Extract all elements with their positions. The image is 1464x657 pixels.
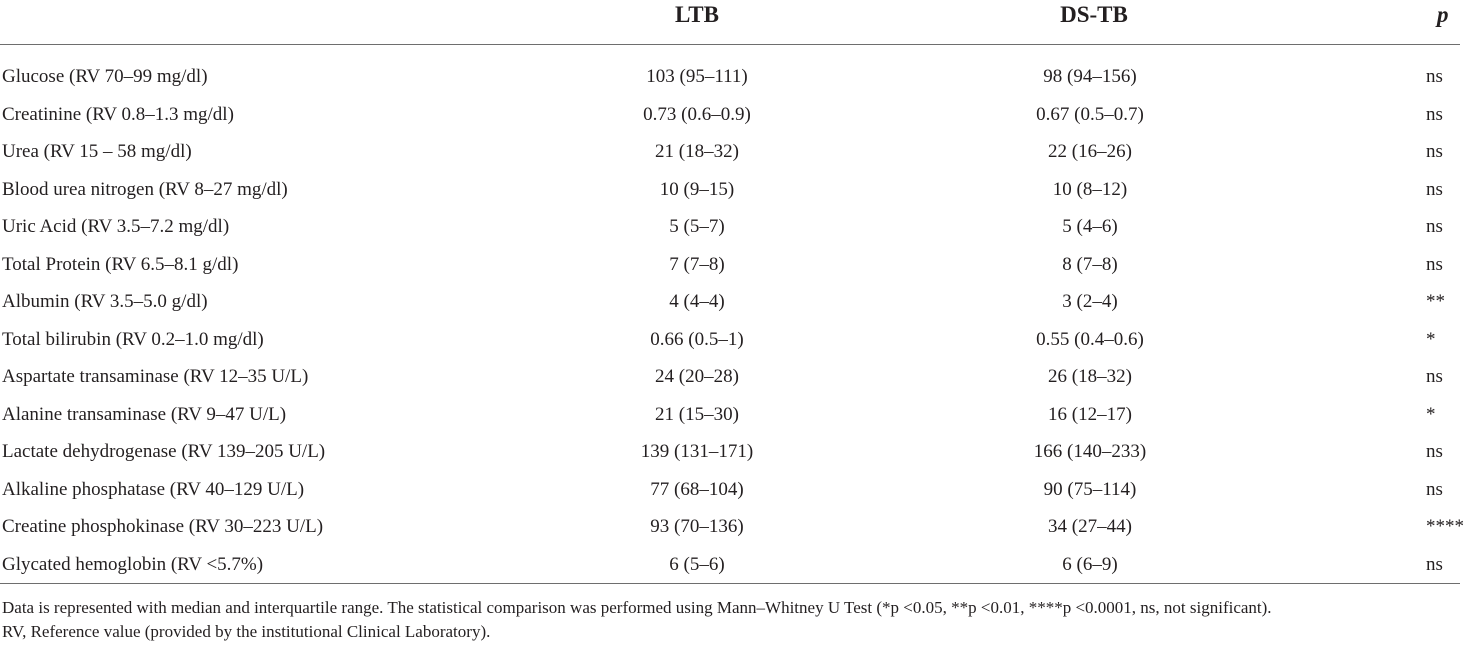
p-value: ns	[1426, 253, 1443, 275]
p-value: ns	[1426, 66, 1443, 87]
p-value: ns	[1426, 216, 1443, 237]
dstb-value: 6 (6–9)	[1062, 553, 1118, 575]
table-row	[0, 433, 1460, 471]
p-value: ns	[1426, 366, 1443, 387]
row-label: Creatine phosphokinase (RV 30–223 U/L)	[2, 516, 324, 537]
row-label: Blood urea nitrogen (RV 8–27 mg/dl)	[2, 178, 288, 200]
table-row	[0, 358, 1460, 396]
ltb-value: 4 (4–4)	[669, 291, 725, 312]
dstb-value: 166 (140–233)	[1033, 441, 1147, 462]
table-row	[0, 246, 1460, 284]
ltb-value: 24 (20–28)	[655, 366, 739, 387]
ltb-value: 0.66 (0.5–1)	[650, 328, 744, 350]
table-footnote	[2, 596, 1458, 644]
column-header-dstb: DS-TB	[1060, 2, 1128, 27]
footnote-line-2: RV, Reference value (provided by the institutional Clinical Laboratory).	[2, 622, 491, 641]
table-row	[0, 546, 1460, 584]
table-row	[0, 133, 1460, 171]
ltb-value: 21 (18–32)	[655, 141, 739, 162]
table-row	[0, 171, 1460, 209]
p-value: ns	[1426, 553, 1443, 575]
row-label: Glucose (RV 70–99 mg/dl)	[2, 66, 208, 87]
table-row	[0, 283, 1460, 321]
table-header	[0, 0, 1460, 45]
row-label: Uric Acid (RV 3.5–7.2 mg/dl)	[2, 216, 230, 237]
ltb-value: 103 (95–111)	[646, 66, 748, 87]
ltb-value: 93 (70–136)	[650, 516, 744, 537]
table-row	[0, 508, 1464, 546]
p-value: ns	[1426, 178, 1443, 200]
column-header-ltb: LTB	[675, 2, 719, 27]
dstb-value: 0.67 (0.5–0.7)	[1036, 103, 1144, 125]
p-value: ****	[1426, 516, 1464, 537]
row-label: Aspartate transaminase (RV 12–35 U/L)	[2, 366, 309, 387]
p-value: ns	[1426, 441, 1443, 462]
table-row	[0, 321, 1460, 359]
dstb-value: 10 (8–12)	[1052, 178, 1128, 200]
row-label: Glycated hemoglobin (RV <5.7%)	[2, 553, 264, 575]
dstb-value: 0.55 (0.4–0.6)	[1036, 328, 1144, 350]
row-label: Alanine transaminase (RV 9–47 U/L)	[2, 403, 287, 425]
table-row	[0, 396, 1460, 434]
dstb-value: 22 (16–26)	[1048, 141, 1132, 162]
p-value: **	[1426, 291, 1445, 312]
dstb-value: 90 (75–114)	[1043, 478, 1137, 500]
row-label: Total Protein (RV 6.5–8.1 g/dl)	[2, 253, 239, 275]
row-label: Total bilirubin (RV 0.2–1.0 mg/dl)	[2, 328, 264, 350]
dstb-value: 98 (94–156)	[1043, 66, 1137, 87]
table-body	[0, 58, 1464, 583]
table-row	[0, 471, 1460, 509]
footnote-line-1: Data is represented with median and interquartile range. The statistical comparison was performed using Mann–Whitney U Test (*p <0.05, **p <0.01, ****p <0.0001, ns, not significant).	[2, 598, 1272, 617]
table-bottom-rule	[0, 583, 1460, 584]
row-label: Urea (RV 15 – 58 mg/dl)	[2, 141, 192, 162]
column-header-p: p	[1437, 2, 1449, 27]
row-label: Creatinine (RV 0.8–1.3 mg/dl)	[2, 103, 234, 125]
ltb-value: 77 (68–104)	[650, 478, 744, 500]
p-value: *	[1426, 328, 1436, 350]
p-value: ns	[1426, 103, 1443, 125]
ltb-value: 139 (131–171)	[640, 441, 754, 462]
ltb-value: 10 (9–15)	[659, 178, 735, 200]
table-row	[0, 96, 1460, 134]
row-label: Alkaline phosphatase (RV 40–129 U/L)	[2, 478, 305, 500]
ltb-value: 6 (5–6)	[669, 553, 725, 575]
dstb-value: 8 (7–8)	[1062, 253, 1118, 275]
ltb-value: 5 (5–7)	[669, 216, 725, 237]
dstb-value: 26 (18–32)	[1048, 366, 1132, 387]
row-label: Lactate dehydrogenase (RV 139–205 U/L)	[2, 441, 326, 462]
dstb-value: 34 (27–44)	[1048, 516, 1132, 537]
ltb-value: 0.73 (0.6–0.9)	[643, 103, 751, 125]
p-value: ns	[1426, 141, 1443, 162]
dstb-value: 3 (2–4)	[1062, 291, 1118, 312]
p-value: ns	[1426, 478, 1443, 500]
table-row	[0, 58, 1460, 96]
table-row	[0, 208, 1460, 246]
dstb-value: 16 (12–17)	[1048, 403, 1132, 425]
row-label: Albumin (RV 3.5–5.0 g/dl)	[2, 291, 208, 312]
ltb-value: 7 (7–8)	[669, 253, 725, 275]
p-value: *	[1426, 403, 1436, 425]
ltb-value: 21 (15–30)	[655, 403, 739, 425]
dstb-value: 5 (4–6)	[1062, 216, 1118, 237]
